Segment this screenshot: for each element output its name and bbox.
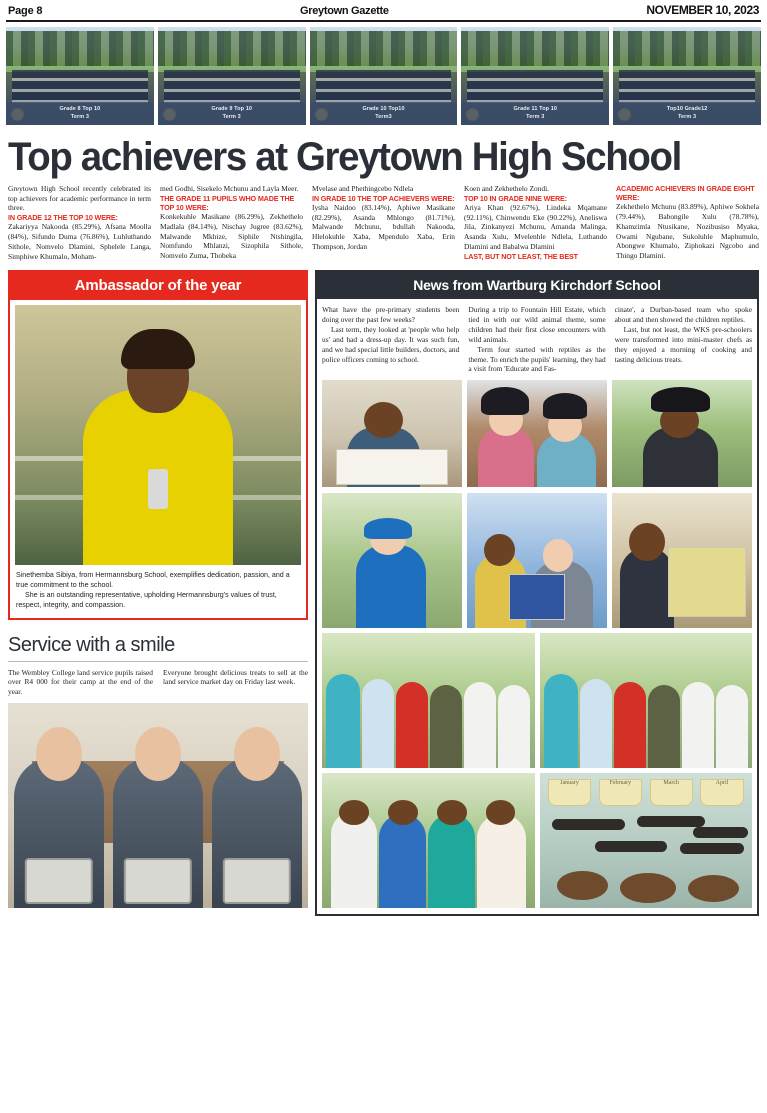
- publication-name: Greytown Gazette: [299, 5, 389, 17]
- wartburg-paragraph: Term four started with reptiles as the theme. To enrich the pupils' learning, they had a visit from 'Educate and Fas-: [468, 344, 606, 374]
- lead-paragraph: Mvelase and Phethingcebo Ndlela: [312, 183, 414, 193]
- photo-child-with-drawing: [322, 380, 462, 487]
- right-column: [315, 270, 759, 916]
- lead-paragraph: Ariya Khan (92.67%), Lindeka Mqamane (92.11%), Chinwendu Eke (90.22%), Aneliswa Jila, Zinkanyezi Mchunu, Amanda Malinga, Asanda Xulu, Mvelenhle Ndlela, Luthando Dlamini and Babalwa Dlamini: [464, 202, 607, 251]
- month-label: January: [548, 779, 591, 806]
- photo-group-dress-up-1: [322, 633, 535, 768]
- service-title: Service with a smile: [8, 633, 175, 656]
- ambassador-section: [8, 270, 308, 619]
- photo-child-police-officer: [612, 380, 752, 487]
- photo-four-children-costumes: [322, 773, 535, 908]
- photo-child-with-cap-outdoors: [322, 493, 462, 628]
- lead-column-5: [616, 184, 759, 262]
- month-label: April: [700, 779, 743, 806]
- lead-paragraph: Zakariyya Nakooda (85.29%), Afsana Moolla (84%), Sifundo Duma (76.86%), Luhluthando Sithole, Nomvelo Dlamini, Sphelele Langa, Simphiwe Khumalo, Moham-: [8, 222, 151, 261]
- top-photo-caption: Grade 8 Top 10 Term 3: [6, 102, 154, 125]
- wartburg-column-1: [322, 305, 459, 374]
- wartburg-photo-grid-row1: [322, 380, 752, 487]
- wartburg-column-2: [468, 305, 605, 374]
- photo-children-in-hats: [467, 380, 607, 487]
- wartburg-photo-grid-row2: [322, 493, 752, 628]
- top-photo-grade-11: [461, 27, 609, 125]
- lead-subheading: ACADEMIC ACHIEVERS IN GRADE EIGHT WERE:: [616, 183, 755, 203]
- wartburg-paragraph: During a trip to Fountain Hill Estate, which tied in with our wild animal theme, some children had their first close encounters with wild animals.: [468, 305, 606, 344]
- photo-child-holding-painting: [612, 493, 752, 628]
- service-column-2: Everyone brought delicious treats to sell at the land service market day on Friday last week.: [163, 667, 308, 687]
- ambassador-caption: [10, 565, 306, 617]
- lead-subheading: IN GRADE 12 THE TOP 10 WERE:: [8, 213, 118, 223]
- top-photo-grade-9: [158, 27, 306, 125]
- month-labels: [548, 779, 744, 806]
- top-photo-caption: Top10 Grade12 Term 3: [613, 102, 761, 125]
- ambassador-caption-p1: Sinethemba Sibiya, from Hermannsburg School, exemplifies dedication, passion, and a true commitment to the school.: [16, 571, 290, 590]
- lead-column-4: [464, 184, 607, 262]
- masthead: [6, 0, 761, 22]
- lead-paragraph: med Godhi, Sisekelo Mchunu and Layla Meer.: [160, 183, 299, 193]
- top-photo-caption: Grade 9 Top 10 Term 3: [158, 102, 306, 125]
- lead-article-columns: [6, 184, 761, 262]
- wartburg-column-3: [615, 305, 752, 374]
- lead-subheading: LAST, BUT NOT LEAST, THE BEST: [464, 251, 578, 261]
- left-column: [8, 270, 308, 916]
- photo-reptile-wall-display: [540, 773, 753, 908]
- lead-subheading: TOP 10 IN GRADE NINE WERE:: [464, 193, 567, 203]
- lead-paragraph: Konkekuhle Masikane (86.29%), Zekhethelo Madlala (84.14%), Nischay Jugree (83.62%), Malwande Mkhize, Siphile Ntshingila, Nomfundo Mhlanzi, Sizophila Sithole, Nomvelo Zuma, Thobeka: [160, 212, 303, 261]
- wartburg-photo-grid-row3: [322, 633, 752, 768]
- service-with-a-smile-photo: [8, 703, 308, 908]
- lead-paragraph: Greytown High School recently celebrated its top achievers for academic performance in term three.: [8, 183, 151, 213]
- lead-column-1: [8, 184, 151, 262]
- top-photo-strip: [6, 27, 761, 125]
- wartburg-photo-grid-row4: [322, 773, 752, 908]
- wartburg-paragraph: Last term, they looked at 'people who help us' and had a dress-up day. It was such fun, and we had special little builders, doctors, and police officers coming to school.: [322, 325, 460, 364]
- wartburg-heading: News from Wartburg Kirchdorf School: [317, 272, 757, 299]
- wartburg-paragraph: cinate', a Durban-based team who spoke about and then showed the children reptiles.: [614, 305, 752, 325]
- trophy-icon: [148, 469, 168, 509]
- lead-paragraph: Iysha Naidoo (83.14%), Aphiwe Masikane (82.29%), Asanda Mhlongo (81.71%), Malwande Mchunu, bdullah Nakooda, Hlelokuhle Xaba, Mpendulo Xaba, Erin Thompson, Jordan: [312, 202, 455, 251]
- wartburg-body: [317, 299, 757, 914]
- ambassador-heading: Ambassador of the year: [10, 272, 306, 300]
- lead-subheading: IN GRADE 10 THE TOP ACHIEVERS WERE:: [312, 193, 455, 203]
- police-hat-icon: [651, 387, 710, 413]
- top-photo-caption: Grade 10 Top10 Term3: [310, 102, 458, 125]
- service-column-1: The Wembley College land service pupils raised over R4 000 for their camp at the end of the year.: [8, 667, 153, 697]
- wartburg-paragraph: What have the pre-primary students been doing over the past few weeks?: [322, 305, 460, 325]
- issue-date: NOVEMBER 10, 2023: [646, 3, 759, 17]
- top-photo-caption: Grade 11 Top 10 Term 3: [461, 102, 609, 125]
- wartburg-paragraph: Last, but not least, the WKS pre-schoolers were transformed into mini-master chefs as they enjoyed a morning of cooking and tasting delicious treats.: [614, 325, 752, 364]
- divider: [8, 661, 308, 662]
- lead-subheading: THE GRADE 11 PUPILS WHO MADE THE TOP 10 WERE:: [160, 193, 295, 212]
- ambassador-caption-p2: She is an outstanding representative, upholding Hermannsburg's values of trust, respect, integrity, and compassion.: [16, 590, 277, 609]
- month-label: March: [650, 779, 693, 806]
- main-headline: Top achievers at Greytown High School: [8, 135, 681, 179]
- top-photo-grade-8: [6, 27, 154, 125]
- page-number: Page 8: [8, 5, 43, 17]
- top-photo-grade-10: [310, 27, 458, 125]
- lead-paragraph: Zekhethelo Mchunu (83.89%), Aphiwe Sokhela (79.44%), Babongile Xulu (78.78%), Khamzimla Ntusikane, Nozibusiso Myaka, Owami Ngubane, Sukoluhle Maphumulo, Abongwe Khumalo, Ziphokazi Ngcobo and Thingo Dlamini.: [616, 202, 759, 261]
- ambassador-photo: [15, 305, 301, 565]
- lead-column-3: [312, 184, 455, 262]
- lower-content: [6, 270, 761, 916]
- photo-group-dress-up-2: [540, 633, 753, 768]
- month-label: February: [599, 779, 642, 806]
- lead-paragraph: Koen and Zekhethelo Zondi.: [464, 183, 549, 193]
- photo-children-with-artwork: [467, 493, 607, 628]
- service-columns: [8, 668, 308, 698]
- top-photo-grade-12: [613, 27, 761, 125]
- wartburg-section: [315, 270, 759, 916]
- wartburg-columns: [322, 305, 752, 374]
- lead-column-2: [160, 184, 303, 262]
